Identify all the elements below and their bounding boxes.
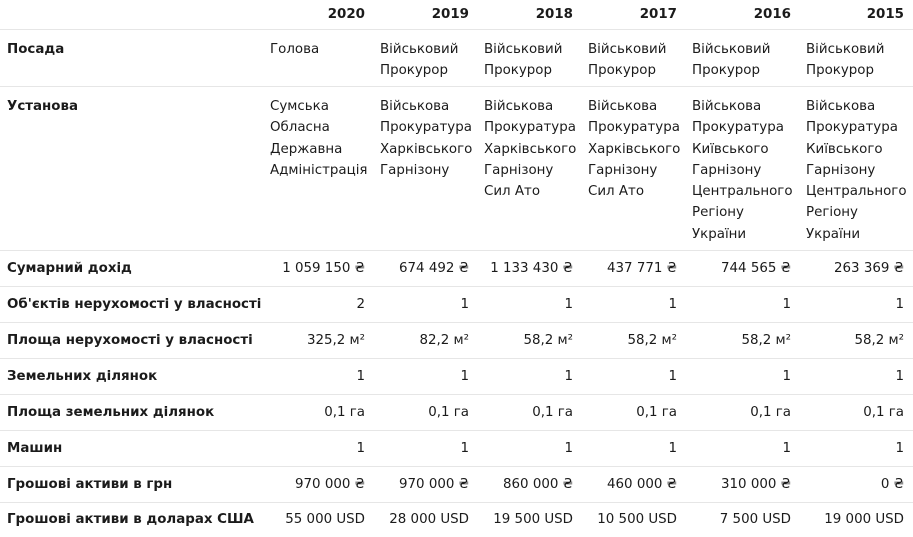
institution-line: Сил Ато <box>588 184 645 200</box>
institution-line: Військова <box>806 99 876 114</box>
position-line: Прокурор <box>380 63 448 79</box>
income-cell: 744 565 ₴ <box>721 261 791 276</box>
row-label: Грошові активи в доларах США <box>7 512 254 527</box>
institution-line: Обласна <box>270 120 330 136</box>
cash-uah-cell: 460 000 ₴ <box>607 477 677 492</box>
land-area-cell: 0,1 га <box>636 405 677 420</box>
institution-line: Харківського <box>380 141 473 157</box>
cars-cell: 1 <box>460 441 469 456</box>
property-count-row <box>0 287 913 323</box>
row-label: Площа нерухомості у власності <box>7 333 253 348</box>
income-cell: 437 771 ₴ <box>607 261 677 276</box>
land-count-cell: 1 <box>460 369 469 384</box>
position-cell <box>582 30 686 87</box>
institution-line: Прокуратура <box>692 120 784 136</box>
institution-line: України <box>692 226 747 242</box>
land-area-cell: 0,1 га <box>750 405 791 420</box>
income-cell: 674 492 ₴ <box>399 261 469 276</box>
land-area-cell: 0,1 га <box>863 405 904 420</box>
cash-usd-cell: 28 000 USD <box>389 512 469 527</box>
income-cell: 263 369 ₴ <box>834 261 904 276</box>
position-line: Військовий <box>692 42 771 57</box>
position-line: Прокурор <box>806 63 874 79</box>
position-cell <box>686 30 800 87</box>
property-count-cell: 1 <box>895 297 904 312</box>
institution-cell <box>800 87 913 251</box>
land-count-cell: 1 <box>564 369 573 384</box>
year-header: 2017 <box>639 7 677 22</box>
land-count-cell: 1 <box>668 369 677 384</box>
institution-row <box>0 87 913 251</box>
land-area-row <box>0 395 913 431</box>
institution-line: Харківського <box>484 141 577 157</box>
institution-line: Центрального <box>806 184 907 200</box>
institution-cell <box>478 87 582 251</box>
position-line: Прокурор <box>484 63 552 79</box>
institution-cell <box>686 87 800 251</box>
year-header-row <box>0 0 913 30</box>
income-cell: 1 059 150 ₴ <box>282 261 365 276</box>
position-row <box>0 30 913 87</box>
cash-uah-row <box>0 467 913 503</box>
property-area-cell: 58,2 м² <box>854 333 904 348</box>
year-header: 2016 <box>753 7 791 22</box>
cars-cell: 1 <box>782 441 791 456</box>
cash-uah-cell: 0 ₴ <box>880 477 904 492</box>
institution-line: Прокуратура <box>484 120 576 136</box>
institution-line: Військова <box>692 99 762 114</box>
property-area-cell: 58,2 м² <box>741 333 791 348</box>
cash-usd-cell: 55 000 USD <box>285 512 365 527</box>
cash-usd-cell: 10 500 USD <box>597 512 677 527</box>
institution-line: Гарнізону <box>588 162 658 178</box>
institution-line: Київського <box>806 141 883 157</box>
row-label: Земельних ділянок <box>7 369 158 384</box>
institution-line: Військова <box>380 99 450 114</box>
cars-cell: 1 <box>668 441 677 456</box>
cars-cell: 1 <box>356 441 365 456</box>
year-header: 2018 <box>535 7 573 22</box>
position-line: Військовий <box>484 42 563 57</box>
land-area-cell: 0,1 га <box>324 405 365 420</box>
income-cell: 1 133 430 ₴ <box>490 261 573 276</box>
institution-line: Державна <box>270 141 343 157</box>
cars-cell: 1 <box>564 441 573 456</box>
cash-usd-cell: 7 500 USD <box>719 512 791 527</box>
land-count-cell: 1 <box>895 369 904 384</box>
row-label: Грошові активи в грн <box>7 477 173 492</box>
year-header: 2020 <box>327 7 365 22</box>
institution-line: Прокуратура <box>806 120 898 136</box>
row-label-header <box>0 0 264 30</box>
cash-usd-cell: 19 000 USD <box>824 512 904 527</box>
institution-line: Військова <box>484 99 554 114</box>
cash-uah-cell: 970 000 ₴ <box>399 477 469 492</box>
position-line: Військовий <box>806 42 885 57</box>
land-count-cell: 1 <box>356 369 365 384</box>
position-line: Прокурор <box>692 63 760 79</box>
institution-line: Сумська <box>270 99 329 114</box>
institution-line: Київського <box>692 141 769 157</box>
row-label: Установа <box>7 99 79 114</box>
income-row <box>0 251 913 287</box>
institution-cell <box>374 87 478 251</box>
institution-line: Сил Ато <box>484 184 541 200</box>
institution-line: Гарнізону <box>692 162 762 178</box>
position-cell <box>264 30 374 87</box>
position-line: Прокурор <box>588 63 656 79</box>
institution-line: Прокуратура <box>380 120 472 136</box>
position-cell <box>478 30 582 87</box>
institution-line: Харківського <box>588 141 681 157</box>
row-label: Посада <box>7 42 65 57</box>
property-count-cell: 1 <box>782 297 791 312</box>
institution-line: України <box>806 226 861 242</box>
property-area-row <box>0 323 913 359</box>
institution-line: Адміністрація <box>270 162 368 178</box>
row-label: Машин <box>7 441 63 456</box>
row-label: Об'єктів нерухомості у власності <box>7 297 262 312</box>
cash-uah-cell: 970 000 ₴ <box>295 477 365 492</box>
institution-cell <box>582 87 686 251</box>
institution-line: Гарнізону <box>806 162 876 178</box>
property-count-cell: 1 <box>668 297 677 312</box>
position-cell <box>374 30 478 87</box>
institution-line: Регіону <box>692 205 744 221</box>
institution-line: Військова <box>588 99 658 114</box>
property-count-cell: 1 <box>460 297 469 312</box>
land-count-cell: 1 <box>782 369 791 384</box>
cash-usd-cell: 19 500 USD <box>493 512 573 527</box>
land-area-cell: 0,1 га <box>532 405 573 420</box>
year-header: 2015 <box>866 7 904 22</box>
land-count-row <box>0 359 913 395</box>
institution-line: Прокуратура <box>588 120 680 136</box>
property-area-cell: 325,2 м² <box>306 333 365 348</box>
institution-cell <box>264 87 374 251</box>
year-header: 2019 <box>431 7 469 22</box>
property-area-cell: 58,2 м² <box>627 333 677 348</box>
institution-line: Центрального <box>692 184 793 200</box>
institution-line: Гарнізону <box>380 162 450 178</box>
row-label: Площа земельних ділянок <box>7 405 215 420</box>
property-count-cell: 1 <box>564 297 573 312</box>
cash-uah-cell: 310 000 ₴ <box>721 477 791 492</box>
institution-line: Гарнізону <box>484 162 554 178</box>
position-line: Військовий <box>588 42 667 57</box>
property-count-cell: 2 <box>356 297 365 312</box>
cash-uah-cell: 860 000 ₴ <box>503 477 573 492</box>
land-area-cell: 0,1 га <box>428 405 469 420</box>
property-area-cell: 82,2 м² <box>419 333 469 348</box>
position-cell <box>800 30 913 87</box>
position-line: Голова <box>270 42 320 57</box>
property-area-cell: 58,2 м² <box>523 333 573 348</box>
institution-line: Регіону <box>806 205 858 221</box>
cars-cell: 1 <box>895 441 904 456</box>
position-line: Військовий <box>380 42 459 57</box>
row-label: Сумарний дохід <box>7 261 132 276</box>
cars-row <box>0 431 913 467</box>
cash-usd-row <box>0 503 913 537</box>
